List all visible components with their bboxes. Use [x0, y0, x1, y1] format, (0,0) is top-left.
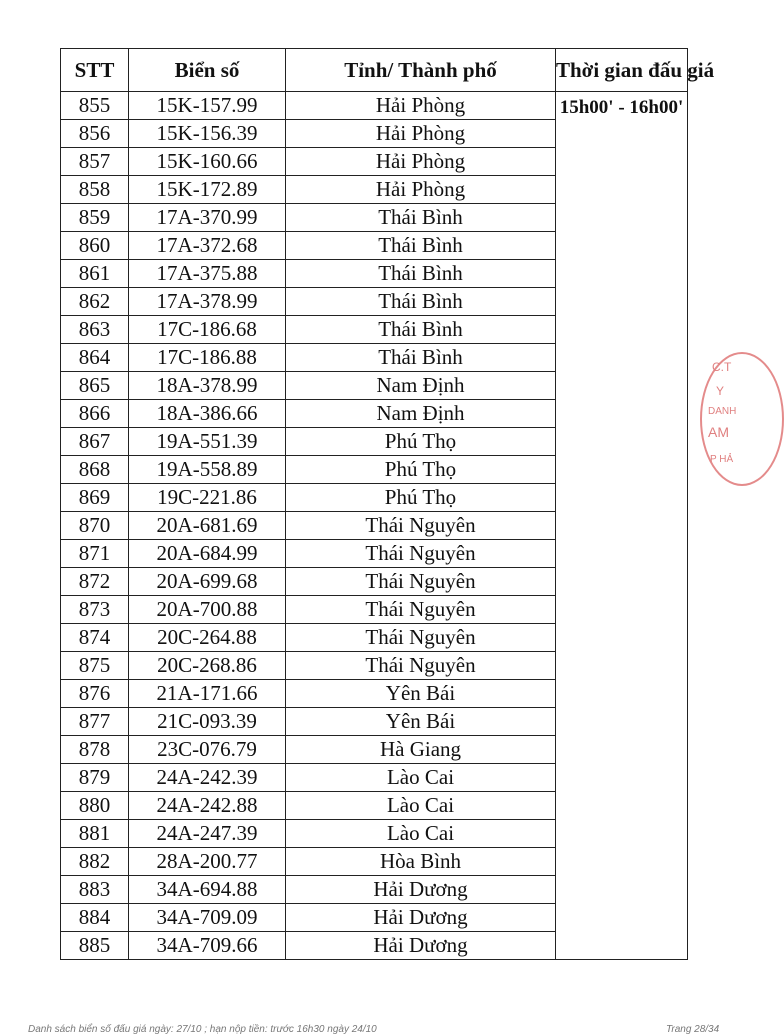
- cell-stt: 860: [61, 232, 129, 260]
- cell-province: Lào Cai: [286, 820, 556, 848]
- cell-plate: 34A-709.66: [129, 932, 286, 960]
- cell-stt: 874: [61, 624, 129, 652]
- cell-plate: 19A-551.39: [129, 428, 286, 456]
- cell-stt: 861: [61, 260, 129, 288]
- cell-plate: 15K-156.39: [129, 120, 286, 148]
- stamp-text: P HẢ: [710, 454, 734, 465]
- cell-province: Thái Nguyên: [286, 652, 556, 680]
- cell-province: Nam Định: [286, 372, 556, 400]
- cell-plate: 19C-221.86: [129, 484, 286, 512]
- cell-province: Hải Dương: [286, 904, 556, 932]
- cell-stt: 865: [61, 372, 129, 400]
- cell-plate: 34A-709.09: [129, 904, 286, 932]
- cell-province: Hà Giang: [286, 736, 556, 764]
- cell-province: Hải Phòng: [286, 176, 556, 204]
- cell-province: Thái Bình: [286, 232, 556, 260]
- cell-province: Yên Bái: [286, 680, 556, 708]
- cell-stt: 855: [61, 92, 129, 120]
- cell-province: Nam Định: [286, 400, 556, 428]
- cell-province: Thái Nguyên: [286, 540, 556, 568]
- cell-stt: 873: [61, 596, 129, 624]
- cell-plate: 18A-386.66: [129, 400, 286, 428]
- cell-stt: 859: [61, 204, 129, 232]
- cell-stt: 871: [61, 540, 129, 568]
- cell-stt: 858: [61, 176, 129, 204]
- cell-plate: 15K-157.99: [129, 92, 286, 120]
- cell-province: Lào Cai: [286, 764, 556, 792]
- page-number: Trang 28/34: [666, 1024, 720, 1035]
- cell-auction-time: 15h00' - 16h00': [556, 92, 688, 960]
- cell-plate: 21C-093.39: [129, 708, 286, 736]
- cell-plate: 20A-681.69: [129, 512, 286, 540]
- cell-province: Lào Cai: [286, 792, 556, 820]
- cell-plate: 17C-186.68: [129, 316, 286, 344]
- stamp-text: AM: [708, 424, 729, 440]
- cell-plate: 20A-699.68: [129, 568, 286, 596]
- cell-province: Thái Nguyên: [286, 512, 556, 540]
- footer-note: Danh sách biển số đấu giá ngày: 27/10 ; hạn nộp tiền: trước 16h30 ngày 24/10: [28, 1024, 377, 1035]
- cell-stt: 884: [61, 904, 129, 932]
- cell-plate: 17C-186.88: [129, 344, 286, 372]
- cell-province: Hải Dương: [286, 876, 556, 904]
- cell-stt: 875: [61, 652, 129, 680]
- cell-province: Thái Bình: [286, 288, 556, 316]
- red-seal-stamp: [700, 352, 784, 486]
- stamp-text: C.T: [712, 360, 732, 374]
- cell-stt: 856: [61, 120, 129, 148]
- cell-province: Thái Nguyên: [286, 568, 556, 596]
- cell-stt: 885: [61, 932, 129, 960]
- cell-province: Hải Phòng: [286, 148, 556, 176]
- cell-plate: 15K-160.66: [129, 148, 286, 176]
- cell-plate: 17A-375.88: [129, 260, 286, 288]
- stamp-text: Y: [716, 384, 725, 398]
- cell-province: Thái Nguyên: [286, 624, 556, 652]
- header-plate: Biển số: [129, 49, 286, 92]
- table-row: [61, 92, 688, 120]
- cell-province: Thái Bình: [286, 316, 556, 344]
- cell-stt: 879: [61, 764, 129, 792]
- cell-plate: 19A-558.89: [129, 456, 286, 484]
- cell-province: Thái Bình: [286, 204, 556, 232]
- cell-plate: 15K-172.89: [129, 176, 286, 204]
- header-province: Tỉnh/ Thành phố: [286, 49, 556, 92]
- header-auction-time: Thời gian đấu giá: [556, 49, 688, 92]
- cell-stt: 878: [61, 736, 129, 764]
- cell-plate: 24A-242.39: [129, 764, 286, 792]
- cell-plate: 17A-378.99: [129, 288, 286, 316]
- header-stt: STT: [61, 49, 129, 92]
- cell-stt: 877: [61, 708, 129, 736]
- cell-province: Thái Bình: [286, 344, 556, 372]
- cell-stt: 876: [61, 680, 129, 708]
- cell-plate: 17A-370.99: [129, 204, 286, 232]
- cell-stt: 872: [61, 568, 129, 596]
- cell-province: Phú Thọ: [286, 456, 556, 484]
- cell-stt: 864: [61, 344, 129, 372]
- cell-stt: 867: [61, 428, 129, 456]
- cell-stt: 880: [61, 792, 129, 820]
- cell-stt: 866: [61, 400, 129, 428]
- cell-plate: 23C-076.79: [129, 736, 286, 764]
- cell-stt: 882: [61, 848, 129, 876]
- cell-stt: 862: [61, 288, 129, 316]
- cell-plate: 21A-171.66: [129, 680, 286, 708]
- cell-province: Phú Thọ: [286, 484, 556, 512]
- cell-province: Thái Bình: [286, 260, 556, 288]
- plate-table: [60, 48, 715, 960]
- cell-plate: 20C-264.88: [129, 624, 286, 652]
- cell-stt: 883: [61, 876, 129, 904]
- cell-stt: 881: [61, 820, 129, 848]
- cell-province: Hải Phòng: [286, 120, 556, 148]
- cell-plate: 20A-700.88: [129, 596, 286, 624]
- cell-plate: 20C-268.86: [129, 652, 286, 680]
- cell-province: Thái Nguyên: [286, 596, 556, 624]
- cell-stt: 857: [61, 148, 129, 176]
- table-body: [61, 92, 688, 960]
- table-header-row: [61, 49, 688, 92]
- cell-plate: 24A-242.88: [129, 792, 286, 820]
- cell-stt: 863: [61, 316, 129, 344]
- cell-stt: 869: [61, 484, 129, 512]
- cell-province: Phú Thọ: [286, 428, 556, 456]
- cell-stt: 868: [61, 456, 129, 484]
- cell-plate: 18A-378.99: [129, 372, 286, 400]
- cell-province: Hải Phòng: [286, 92, 556, 120]
- cell-province: Hòa Bình: [286, 848, 556, 876]
- cell-plate: 34A-694.88: [129, 876, 286, 904]
- cell-plate: 17A-372.68: [129, 232, 286, 260]
- cell-province: Hải Dương: [286, 932, 556, 960]
- cell-plate: 24A-247.39: [129, 820, 286, 848]
- stamp-text: DANH: [708, 406, 737, 417]
- cell-province: Yên Bái: [286, 708, 556, 736]
- cell-plate: 20A-684.99: [129, 540, 286, 568]
- cell-plate: 28A-200.77: [129, 848, 286, 876]
- cell-stt: 870: [61, 512, 129, 540]
